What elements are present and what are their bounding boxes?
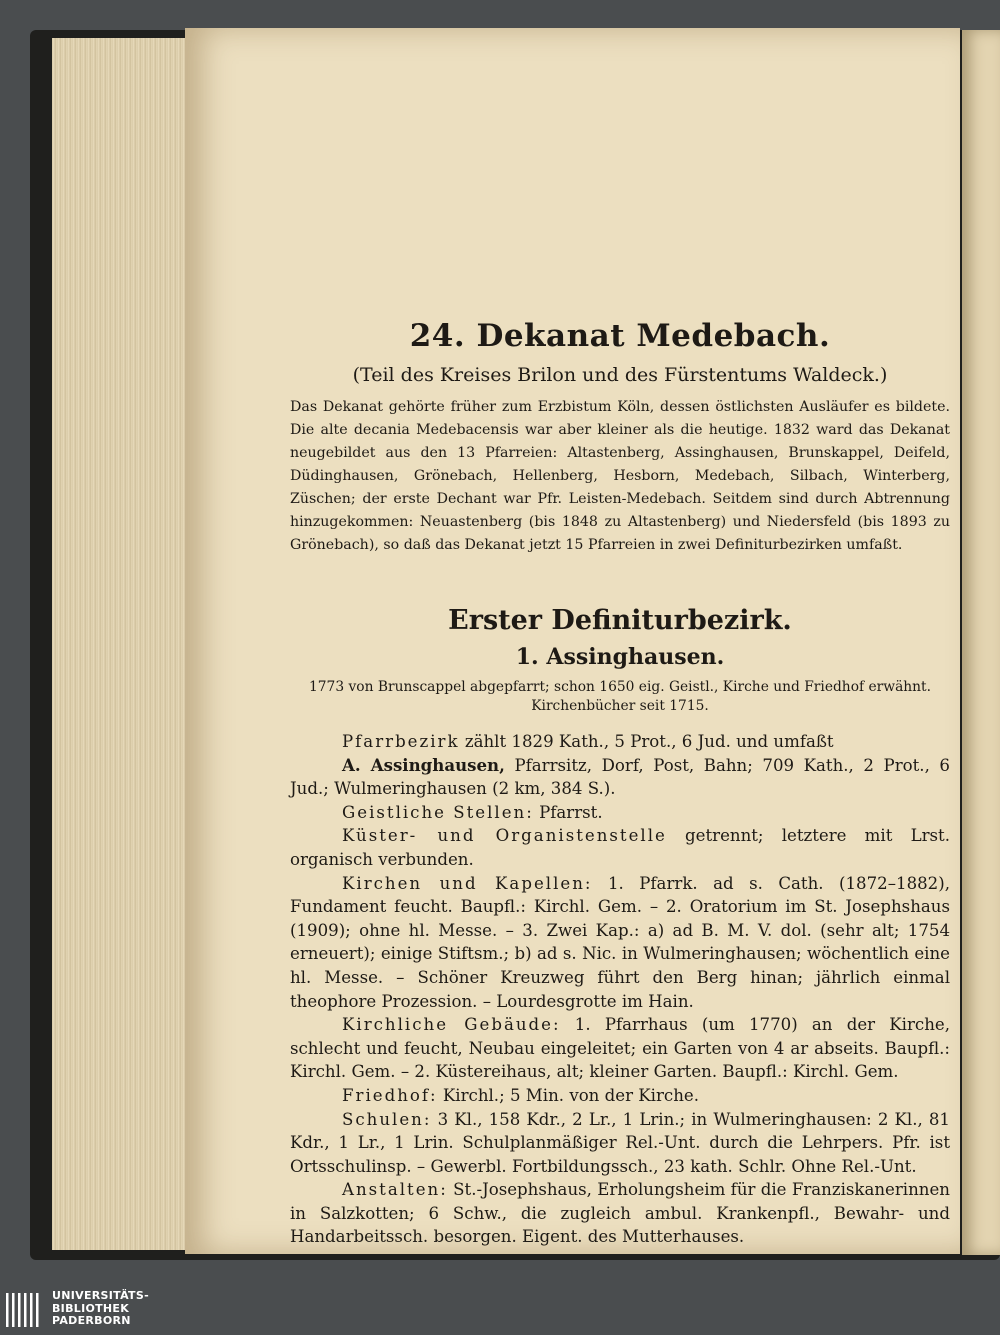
paragraph-text: getrennt; letztere mit Lrst. organisch verbunden. [290,826,950,869]
intro-paragraph: Das Dekanat gehörte früher zum Erzbistum Köln, dessen östlichsten Ausläufer es bildete. Die alte decania Medebacensis war aber kleiner als die heutige. 1832 ward das Dekanat neugebildet aus den 13 Pfarreien: Altastenberg, Assinghausen, Brunskappel, Deifeld, Düdinghausen, Grönebach, Hellenberg, Hesborn, Medebach, Silbach, Winterberg, Züschen; der erste Dechant war Pfr. Leisten-Medebach. Seitdem sind durch Abtrennung hinzugekommen: Neuastenberg (bis 1848 zu Altastenberg) und Niedersfeld (bis 1893 zu Grönebach), so daß das Dekanat jetzt 15 Pfarreien in zwei Definiturbezirken umfaßt. [290,399,950,553]
logo-line: PADERBORN [52,1314,131,1327]
paragraph-text: St.-Josephshaus, Erholungsheim für die Franziskanerinnen in Salzkotten; 6 Schw., die zugleich ambul. Krankenpfl., Bewahr- und Handarbeitssch. besorgen. Eigent. des Mutterhauses. [290,1180,950,1247]
paragraph-text: 1. Pfarrhaus (um 1770) an der Kirche, schlecht und feucht, Neubau eingeleitet; ein Garten von 4 ar abseits. Baupfl.: Kirchl. Gem. – 2. Küstereihaus, alt; kleiner Garten. Baupfl.: Kirchl. Gem. [290,1015,950,1082]
paragraph-lead: Schulen: [342,1109,432,1129]
paragraph-lead: Pfarrbezirk [342,732,460,751]
paragraph-lead: A. Assinghausen, [342,754,505,775]
paragraph-lead: Geistliche Stellen: [342,802,534,822]
facing-page-edge [962,30,1000,1255]
paragraph-lead: Anstalten: [342,1180,448,1200]
paragraph-text: Kirchl.; 5 Min. von der Kirche. [437,1085,700,1105]
paragraph-kirchen [290,872,950,1014]
paragraph-text: Pfarrst. [533,802,603,822]
paragraph-lead: Kirchliche Gebäude: [342,1015,561,1035]
paragraph-text: Pfarrsitz, Dorf, Post, Bahn; 709 Kath., 2 Prot., 6 Jud.; Wulmeringhausen (2 km, 384 S.). [290,755,950,799]
paragraph-lead: Friedhof: [342,1085,438,1105]
paragraph-kuester [290,824,950,871]
page-content [290,300,950,1249]
paragraph-text: 3 Kl., 158 Kdr., 2 Lr., 1 Lrin.; in Wulmeringhausen: 2 Kl., 81 Kdr., 1 Lr., 1 Lrin. Schulplanmäßiger Rel.-Unt. durch die Lehrpers. Pfr. ist Ortsschulinsp. – Gewerbl. Fortbildungssch., 23 kath. Schlr. Ohne Rel.-Unt. [290,1109,950,1176]
paragraph-lead: Kirchen und Kapellen: [342,873,593,893]
paragraph-assinghausen [290,754,950,801]
paragraph-geistliche-stellen [290,801,950,825]
parish-heading: 1. Assinghausen. [515,644,725,670]
paragraph-text: zählt 1829 Kath., 5 Prot., 6 Jud. und umfaßt [459,732,834,751]
chapter-subtitle: (Teil des Kreises Brilon und des Fürstentums Waldeck.) [352,364,888,386]
paragraph-schulen [290,1108,950,1179]
library-logo-text [52,1290,149,1328]
paragraph-pfarrbezirk [290,730,950,754]
paragraph-gebaeude [290,1013,950,1084]
parish-note: 1773 von Brunscappel abgepfarrt; schon 1650 eig. Geistl., Kirche und Friedhof erwähnt. Kirchenbücher seit 1715. [309,679,931,714]
section-heading: Erster Definiturbezirk. [448,605,792,636]
logo-line: UNIVERSITÄTS- [52,1289,149,1302]
paragraph-text: 1. Pfarrk. ad s. Cath. (1872–1882), Fundament feucht. Baupfl.: Kirchl. Gem. – 2. Oratorium im St. Josephshaus (1909); ohne hl. Messe. – 3. Zwei Kap.: a) ad B. M. V. dol. (sehr alt; 1754 erneuert); einige Stiftsm.; b) ad s. Nic. in Wulmeringhausen; wöchentlich eine hl. Messe. – Schöner Kreuzweg führt den Berg hinan; jährlich einmal theophore Prozession. – Lourdesgrotte im Hain. [290,873,950,1011]
page-edges [52,38,194,1250]
logo-line: BIBLIOTHEK [52,1301,130,1315]
paragraph-friedhof [290,1084,950,1108]
show-through-text [260,80,880,310]
paragraph-anstalten [290,1178,950,1249]
chapter-title: 24. Dekanat Medebach. [409,318,831,354]
paragraph-lead: Küster- und Organistenstelle [342,826,667,846]
